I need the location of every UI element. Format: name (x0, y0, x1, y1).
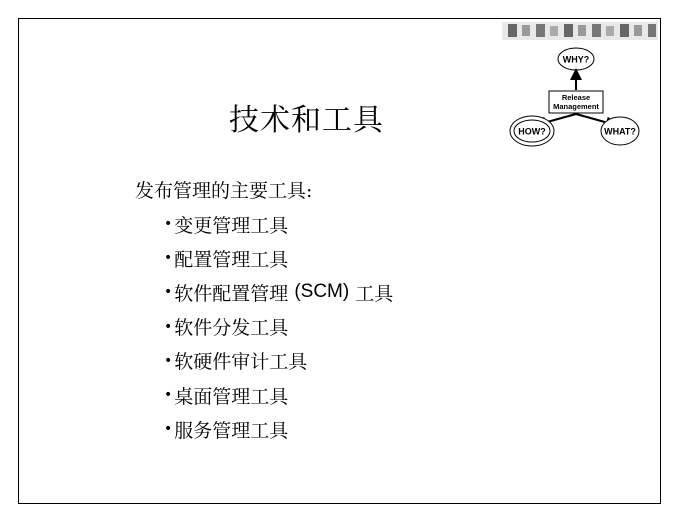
bullet-icon: • (164, 284, 173, 301)
list-item (164, 412, 393, 446)
list-item (164, 378, 393, 412)
why-label: WHY? (562, 54, 590, 65)
center-label-line2: Management (553, 102, 599, 111)
bullet-icon: • (164, 387, 173, 404)
release-management-diagram (500, 14, 660, 154)
tool-label: 软件分发工具 (174, 317, 289, 340)
tool-label: 桌面管理工具 (174, 385, 289, 408)
tool-label-acronym: (SCM) (294, 281, 350, 303)
bullet-icon: • (164, 421, 173, 438)
what-label: WHAT? (604, 126, 636, 137)
bullet-icon: • (164, 352, 173, 369)
tool-label: 软硬件审计工具 (174, 351, 308, 374)
bullet-icon: • (164, 250, 173, 267)
bullet-icon: • (164, 216, 173, 233)
bullet-icon: • (164, 318, 173, 335)
tool-label-part: 工具 (349, 282, 394, 305)
slide-title: 技术和工具 (229, 103, 384, 138)
tool-label-part: 软件配置管理 (174, 282, 295, 305)
list-item (164, 207, 393, 241)
list-item (164, 310, 393, 344)
tool-label: 服务管理工具 (174, 419, 289, 442)
center-label-line1: Release (561, 93, 591, 102)
how-label: HOW? (518, 126, 546, 137)
tool-label: 配置管理工具 (174, 248, 289, 271)
tool-label: 变更管理工具 (174, 214, 289, 237)
tools-list (164, 207, 393, 446)
list-item (164, 344, 393, 378)
list-item (164, 241, 393, 275)
intro-text: 发布管理的主要工具: (135, 180, 313, 202)
list-item (164, 275, 393, 309)
checkered-banner-icon (502, 22, 658, 40)
